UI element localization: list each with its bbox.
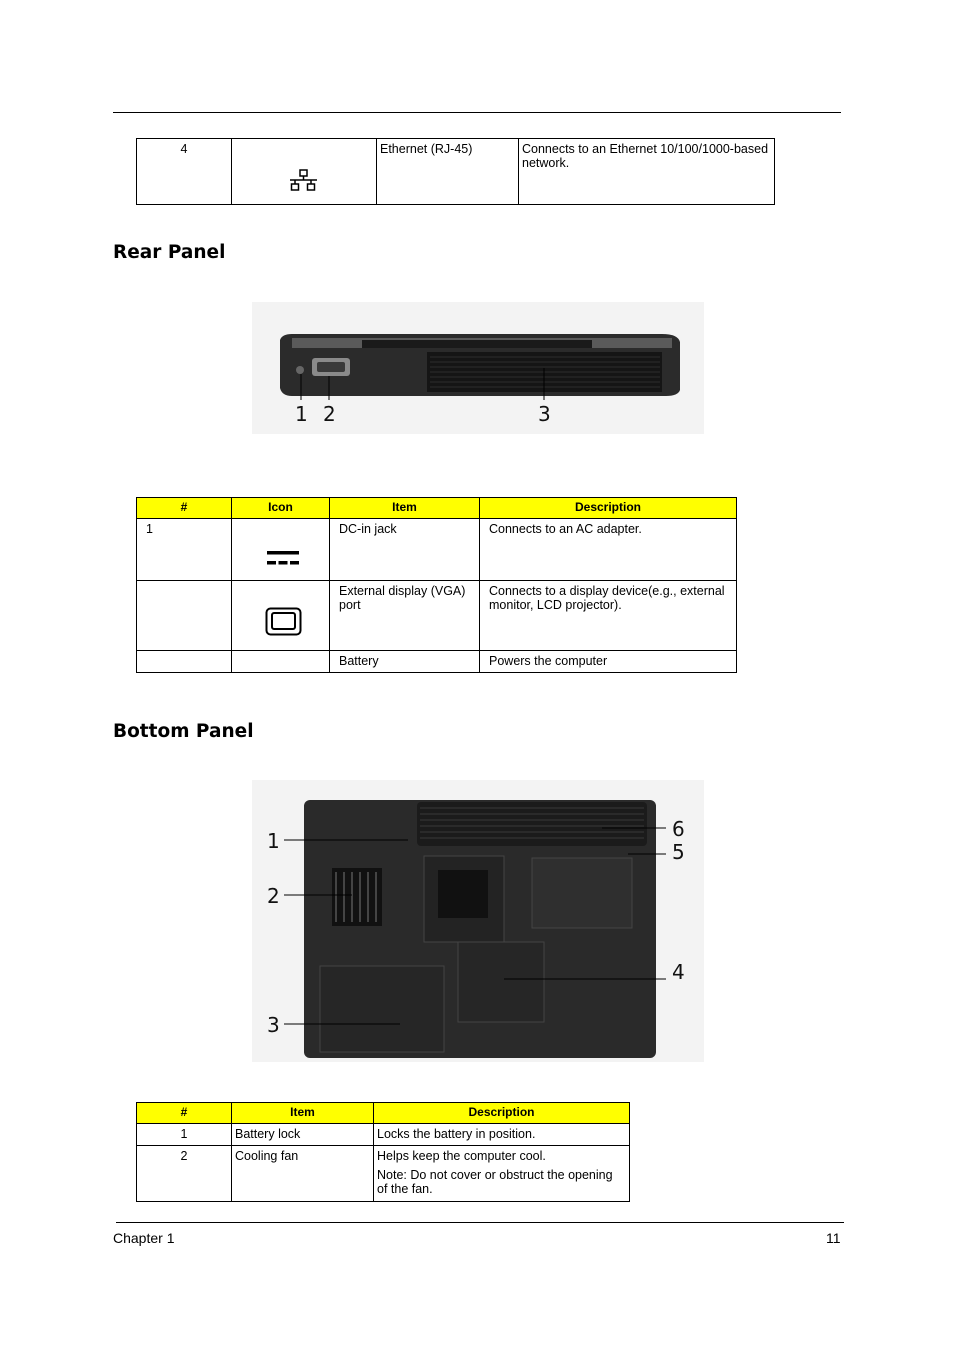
item-name: External display (VGA) port: [330, 581, 480, 651]
rear-panel-table: [136, 497, 737, 673]
item-name: Battery lock: [232, 1124, 374, 1146]
item-description: Locks the battery in position.: [374, 1124, 630, 1146]
header-item: Item: [330, 498, 480, 519]
ethernet-icon: [289, 169, 319, 195]
ports-table-continued: [136, 138, 775, 205]
rear-panel-photo: [252, 302, 704, 434]
item-name: Battery: [330, 651, 480, 673]
callout-6: 6: [672, 817, 685, 841]
footer-chapter: Chapter 1: [113, 1230, 175, 1246]
row-number: [137, 651, 232, 673]
callout-2: 2: [323, 402, 336, 426]
table-header-row: [137, 1103, 630, 1124]
footer-page-number: 11: [826, 1230, 841, 1246]
header-description: Description: [480, 498, 737, 519]
header-number: #: [137, 1103, 232, 1124]
rear-panel-heading: Rear Panel: [113, 242, 226, 263]
item-description-cell: [374, 1146, 630, 1202]
table-row: [137, 651, 737, 673]
bottom-panel-photo: [252, 780, 704, 1062]
header-rule: [113, 112, 841, 113]
callout-1: 1: [267, 829, 280, 853]
item-name: Ethernet (RJ-45): [377, 139, 519, 205]
callout-3: 3: [538, 402, 551, 426]
table-row: [137, 1124, 630, 1146]
callout-1: 1: [295, 402, 308, 426]
item-description: Connects to a display device(e.g., external monitor, LCD projector).: [480, 581, 737, 651]
item-name: Cooling fan: [232, 1146, 374, 1202]
item-note: Note: Do not cover or obstruct the opening of the fan.: [377, 1168, 613, 1196]
table-row: [137, 139, 775, 205]
icon-cell: [232, 139, 377, 205]
header-icon: Icon: [232, 498, 330, 519]
row-number: 2: [137, 1146, 232, 1202]
bottom-panel-heading: Bottom Panel: [113, 721, 254, 742]
item-description: Connects to an Ethernet 10/100/1000-based network.: [519, 139, 775, 205]
bottom-panel-table: [136, 1102, 630, 1202]
item-description: Powers the computer: [480, 651, 737, 673]
footer-rule: [116, 1222, 844, 1223]
icon-cell: [232, 651, 330, 673]
header-item: Item: [232, 1103, 374, 1124]
item-description: Connects to an AC adapter.: [480, 519, 737, 581]
callout-4: 4: [672, 960, 685, 984]
row-number: 1: [137, 519, 232, 581]
callout-2: 2: [267, 884, 280, 908]
table-row: [137, 581, 737, 651]
table-row: [137, 519, 737, 581]
row-number: 1: [137, 1124, 232, 1146]
table-row: [137, 1146, 630, 1202]
dc-in-icon: [266, 549, 300, 569]
icon-cell: [232, 581, 330, 651]
row-number: 4: [137, 139, 232, 205]
header-number: #: [137, 498, 232, 519]
row-number: [137, 581, 232, 651]
callout-3: 3: [267, 1013, 280, 1037]
item-description: Helps keep the computer cool.: [377, 1149, 546, 1163]
callout-5: 5: [672, 840, 685, 864]
icon-cell: [232, 519, 330, 581]
header-description: Description: [374, 1103, 630, 1124]
item-name: DC-in jack: [330, 519, 480, 581]
table-header-row: [137, 498, 737, 519]
vga-port-icon: [265, 607, 303, 637]
